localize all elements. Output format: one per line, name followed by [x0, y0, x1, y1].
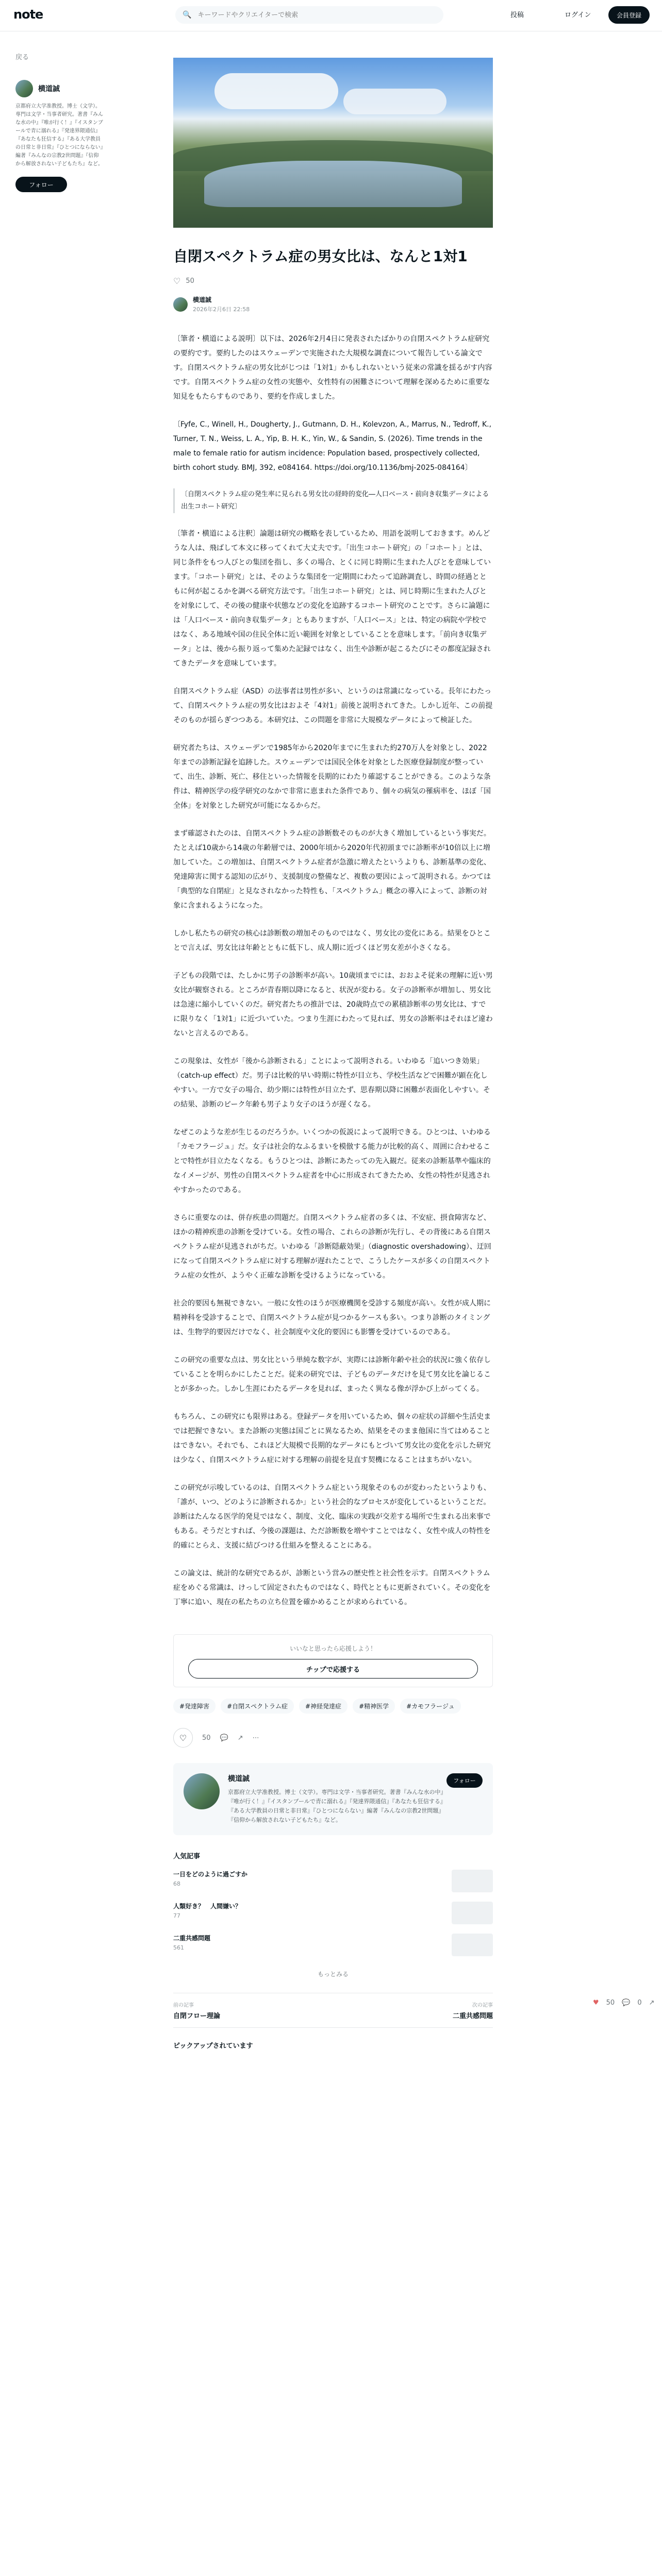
tag[interactable]: #カモフラージュ [400, 1699, 461, 1714]
body-paragraph: 自閉スペクトラム症（ASD）の法事者は男性が多い、というのは常識になっている。長年にわたって、自閉スペクトラム症の男女比はおよそ「4対1」前後と説明されてきた。しかし近年、この前提そのものが揺らぎつつある。本研究は、この問題を非常に大規模なデータによって検証した。 [173, 687, 493, 724]
hero-cloud [214, 73, 338, 109]
annotation-paragraph: 〔筆者・横道による注釈〕論題は研究の概略を表しているため、用語を説明しておきます。めんどうな人は、飛ばして本文に移ってくれて大丈夫です。「出生コホート研究」の「コホート」とは、同じ条件をもつ人びとの集団を指し、多くの場合、とくに同じ時期に生まれた人びとを意味しています。「コホート研究」とは、そのような集団を一定期間にわたって追跡調査し、時間の経過とともに何が起こるかを調べる研究方法です。「出生コホート研究」とは、同じ時期に生まれた人びとを対象にして、その後の健康や状態などの変化を追跡するコホート研究のことです。さらに論題には「人口ベース・前向き収集データ」ともありますが、「人口ベース」とは、特定の病院や学校ではなく、ある地域や国の住民全体に近い範囲を対象としていることを意味します。「前向き収集データ」とは、後から振り返って集めた記録ではなく、出生や診断が起こるたびにその都度記録されてきたデータを意味しています。 [173, 530, 491, 668]
popular-item-thumbnail[interactable] [452, 1934, 493, 1956]
float-share-count: 0 [637, 1999, 642, 2007]
popular-item-thumbnail[interactable] [452, 1902, 493, 1924]
body-paragraph: もちろん、この研究にも限界はある。登録データを用いているため、個々の症状の詳細や生活史までは把握できない。また診断の実態は国ごとに異なるため、結果をそのまま他国に当てはめることはできない。それでも、これほど大規模で長期的なデータにもとづいて男女比の変化を示した研究は少なく、自閉スペクトラム症に対する理解の前提を見直す契機になることはまちがいない。 [173, 1413, 491, 1464]
author-sidebar [15, 52, 103, 192]
author-card-bio: 京都府立大学准教授。博士（文学）。専門は文学・当事者研究。著書『みんな水の中』『唯が行く！』『イスタンブールで青に溺れる』『発達界隈通信』『あなたも狂信する』『ある大学教員の日常と非日常』『ひとつにならない』編著『みんなの宗教2世問題』『信仰から解放されない子どもたち』など。 [228, 1789, 444, 1823]
popular-item-count: 77 [173, 1912, 180, 1919]
body-paragraph: 社会的要因も無視できない。一般に女性のほうが医療機関を受診する頻度が高い。女性が成人期に精神科を受診することで、自閉スペクトラム症が見つかるケースも多い。つまり診断のタイミングは、生物学的要因だけでなく、社会制度や文化的要因にも影響を受けているのである。 [173, 1299, 491, 1336]
body-paragraph: この論文は、統計的な研究であるが、診断という営みの歴史性と社会性を示す。自閉スペクトラム症をめぐる常識は、けっして固定されたものではなく、時代とともに更新されていく。その変化を丁寧に追い、現在の私たちの立ち位置を確かめることが求められている。 [173, 1569, 491, 1606]
tag[interactable]: #神経発達症 [299, 1699, 347, 1714]
byline-author[interactable]: 横道誠 [193, 296, 212, 303]
comment-icon[interactable]: 💬 [220, 1734, 228, 1742]
login-button[interactable]: ログイン [565, 11, 591, 19]
hero-river [204, 161, 462, 207]
intro-paragraph: 〔筆者・横道による説明〕以下は、2026年2月4日に発表されたばかりの自閉スペクトラム症研究の要約です。要約したのはスウェーデンで実施された大規模な調査について報告している論文です。自閉スペクトラム症の男女比がじつは「1対1」かもしれないという従来の常識を揺るがす内容です。自閉スペクトラム症の女性の実態や、女性特有の困難さについて理解を深めるために重要な知見をもたらすものであり、要約を作成しました。 [173, 335, 492, 401]
popular-section-title: 人気記事 [173, 1853, 201, 1860]
body-paragraph: まず確認されたのは、自閉スペクトラム症の診断数そのものが大きく増加しているという事実だ。たとえば10歳から14歳の年齢層では、2000年頃から2020年代初頭までに診断率が10倍以上に増加していた。この増加は、自閉スペクトラム症者が急激に増えたというよりも、診断基準の変化、発達障害に関する認知の広がり、支援制度の整備など、複数の要因によって説明される。かつては「典型的な自閉症」と見なされなかった特性も、「スペクトラム」概念の導入によって、診断の対象に含まれるようになった。 [173, 829, 491, 910]
more-icon[interactable]: ⋯ [252, 1734, 259, 1742]
list-item[interactable] [173, 1870, 493, 1892]
popular-item-title[interactable]: 人類好き？ 人間嫌い？ [173, 1903, 242, 1910]
prev-label: 前の記事 [173, 2003, 194, 2008]
share-icon[interactable]: ↗ [237, 1734, 243, 1742]
support-message: いいなと思ったら応援しよう！ [289, 1645, 376, 1652]
popular-item-count: 561 [173, 1944, 184, 1951]
heart-icon[interactable]: ♥ [593, 1999, 599, 2007]
sidebar-bio: 京都府立大学准教授。博士（文学）。専門は文学・当事者研究。著書『みんな水の中』『唯が行く！』『イスタンブールで青に溺れる』『発達界隈通信』『あなたも狂信する』『ある大学教員の日常と非日常』『ひとつにならない』編著『みんなの宗教2世問題』『信仰から解放されない子どもたち』など。 [15, 104, 103, 167]
heart-icon[interactable]: ♡ [173, 276, 181, 286]
action-like-count: 50 [202, 1734, 211, 1742]
avatar[interactable] [173, 297, 188, 312]
body-paragraph: さらに重要なのは、併存疾患の問題だ。自閉スペクトラム症者の多くは、不安症、摂食障害など、ほかの精神疾患の診断を受けている。女性の場合、これらの診断が先行し、その背後にある自閉スペクトラム症が見逃されがちだ。いわゆる「診断隠蔽効果」（diagnostic overshadowing）、迂回になって自閉スペクトラム症に対する理解が遅れたことで、こうしたケースが多くの自閉スペクトラム症の女性が、ようやく正確な診断を受けるようになっている。 [173, 1214, 491, 1280]
list-item[interactable] [173, 1934, 493, 1956]
support-box [173, 1634, 493, 1687]
heart-icon[interactable]: ♡ [173, 1728, 193, 1748]
body-paragraph: 研究者たちは、スウェーデンで1985年から2020年までに生まれた約270万人を対象とし、2022年までの診断記録を追跡した。スウェーデンでは国民全体を対象とした医療登録制度が整っていて、出生、診断、死亡、移住といった情報を長期的にわたり確認することができる。このような条件は、精神医学の疫学研究のなかで非常に恵まれた条件であり、個々の病気の罹病率を、ほぼ「国全体」を対象とした研究が可能になるからだ。 [173, 744, 491, 810]
prev-article[interactable] [173, 2001, 220, 2020]
share-icon[interactable]: ↗ [649, 1999, 655, 2007]
pickup-heading: ピックアップされています [173, 2042, 253, 2050]
tag-list [173, 1699, 493, 1714]
next-label: 次の記事 [472, 2003, 493, 2008]
body-paragraph: 子どもの段階では、たしかに男子の診断率が高い。10歳頃までには、おおよそ従来の理解に近い男女比が観察される。ところが青春期以降になると、状況が変わる。女子の診断率が増加し、男女比は急速に縮小していくのだ。研究者たちの推計では、20歳時点での累積診断率の男女比は、すでに限りなく「1対1」に近づいていた。つまり生涯にわたって見れば、男女の診断率はそれほど違わないと言えるのである。 [173, 972, 493, 1038]
tag[interactable]: #発達障害 [173, 1699, 216, 1714]
page-title: 自閉スペクトラム症の男女比は、なんと1対1 [173, 248, 468, 265]
author-card-follow-button[interactable]: フォロー [446, 1773, 483, 1788]
like-row [173, 276, 493, 286]
article-nav [173, 1993, 493, 2028]
popular-item-count: 68 [173, 1880, 180, 1887]
hero-image [173, 58, 493, 228]
author-card-name[interactable]: 横道誠 [228, 1775, 250, 1783]
article-body [173, 332, 493, 1609]
tip-button-label: チップで応援する [306, 1666, 360, 1674]
back-link[interactable]: 戻る [15, 54, 29, 61]
article-actions [173, 1728, 493, 1748]
tag[interactable]: #精神医学 [353, 1699, 395, 1714]
avatar[interactable] [15, 80, 33, 97]
sidebar-follow-button[interactable]: フォロー [15, 177, 67, 192]
popular-item-title[interactable]: 一日をどのように過ごすか [173, 1871, 248, 1878]
article-column [173, 58, 493, 2050]
post-button[interactable]: 投稿 [510, 11, 524, 19]
popular-item-title[interactable]: 二重共感問題 [173, 1935, 211, 1942]
sidebar-author[interactable] [15, 80, 103, 97]
next-article[interactable] [453, 2001, 493, 2020]
next-title[interactable]: 二重共感問題 [452, 2012, 493, 2020]
comment-icon[interactable]: 💬 [622, 1999, 631, 2007]
body-paragraph: この研究が示唆しているのは、自閉スペクトラム症という現象そのものが変わったというよりも、「誰が、いつ、どのように診断されるか」という社会的なプロセスが変化しているということだ。診断はたんなる医学的発見ではなく、制度、文化、臨床の実践が交差する場所で生まれる出来事でもある。そうだとすれば、今後の課題は、ただ診断数を増やすことではなく、女性や成人の特性を的確にとらえ、支援に結びつける仕組みを整えることにある。 [173, 1484, 491, 1550]
sidebar-author-name[interactable]: 横道誠 [38, 85, 60, 93]
author-card [173, 1763, 493, 1835]
body-paragraph: なぜこのような差が生じるのだろうか。いくつかの仮説によって説明できる。ひとつは、いわゆる「カモフラージュ」だ。女子は社会的なふるまいを模倣する能力が比較的高く、周囲に合わせることで特性が目立たなくなる。もうひとつは、診断にあたっての先入観だ。従来の診断基準や臨床的なイメージが、男性の自閉スペクトラム症者を中心に形成されてきたため、女性の特性が見逃されやすかったのである。 [173, 1128, 491, 1194]
body-paragraph: この研究の重要な点は、男女比という単純な数字が、実際には診断年齢や社会的状況に強く依存していることを明らかにしたことだ。従来の研究では、子どものデータだけを見て男女比を論じることが多かった。しかし生涯にわたるデータを見れば、まったく異なる像が浮かび上がってくる。 [173, 1356, 491, 1393]
search-input[interactable] [196, 11, 425, 20]
more-link[interactable]: もっとみる [317, 1971, 349, 1978]
citation-paragraph: 〔Fyfe, C., Winell, H., Dougherty, J., Gutmann, D. H., Kolevzon, A., Marrus, N., Tedroff, K., Turner, T. N., Weiss, L. A., Yip, B. H. K., Yin, W., & Sandin, S. (2026). Time trends in the male to female ratio for autism incidence: Population based, prospectively collected, birth cohort study. BMJ, 392, e084164. https://doi.org/10.1136/bmj-2025-084164〕 [173, 420, 492, 472]
site-header [0, 0, 662, 31]
note-logo[interactable]: note [13, 7, 43, 22]
like-count: 50 [186, 277, 194, 285]
avatar[interactable] [184, 1773, 220, 1809]
translated-title-quote: 〔自閉スペクトラム症の発生率に見られる男女比の経時的変化―人口ベース・前向き収集データによる出生コホート研究〕 [173, 488, 493, 513]
tag[interactable]: #自閉スペクトラム症 [221, 1699, 294, 1714]
float-like-count: 50 [606, 1999, 615, 2007]
byline [173, 295, 493, 313]
signup-button[interactable]: 会員登録 [608, 6, 650, 24]
prev-title[interactable]: 自閉フロー理論 [173, 2012, 221, 2020]
hero-cloud [343, 89, 446, 114]
tip-button[interactable] [188, 1659, 478, 1679]
search-icon: 🔍 [183, 11, 192, 19]
search-bar[interactable] [175, 6, 443, 24]
publish-date: 2026年2月6日 22:58 [193, 306, 250, 313]
floating-actions [593, 1999, 655, 2007]
body-paragraph: この現象は、女性が「後から診断される」ことによって説明される。いわゆる「追いつき効果」（catch-up effect）だ。男子は比較的早い時期に特性が目立ち、学校生活などで困難が顕在化しやすい。一方で女子の場合、幼少期には特性が目立たず、思春期以降に困難が表面化しやすい。その結果、診断のピーク年齢も男子より女子のほうが遅くなる。 [173, 1057, 490, 1109]
list-item[interactable] [173, 1902, 493, 1924]
popular-item-thumbnail[interactable] [452, 1870, 493, 1892]
body-paragraph: しかし私たちの研究の核心は診断数の増加そのものではなく、男女比の変化にある。結果をひとことで言えば、男女比は年齢とともに低下し、成人期に近づくほど男女差が小さくなる。 [173, 929, 491, 952]
